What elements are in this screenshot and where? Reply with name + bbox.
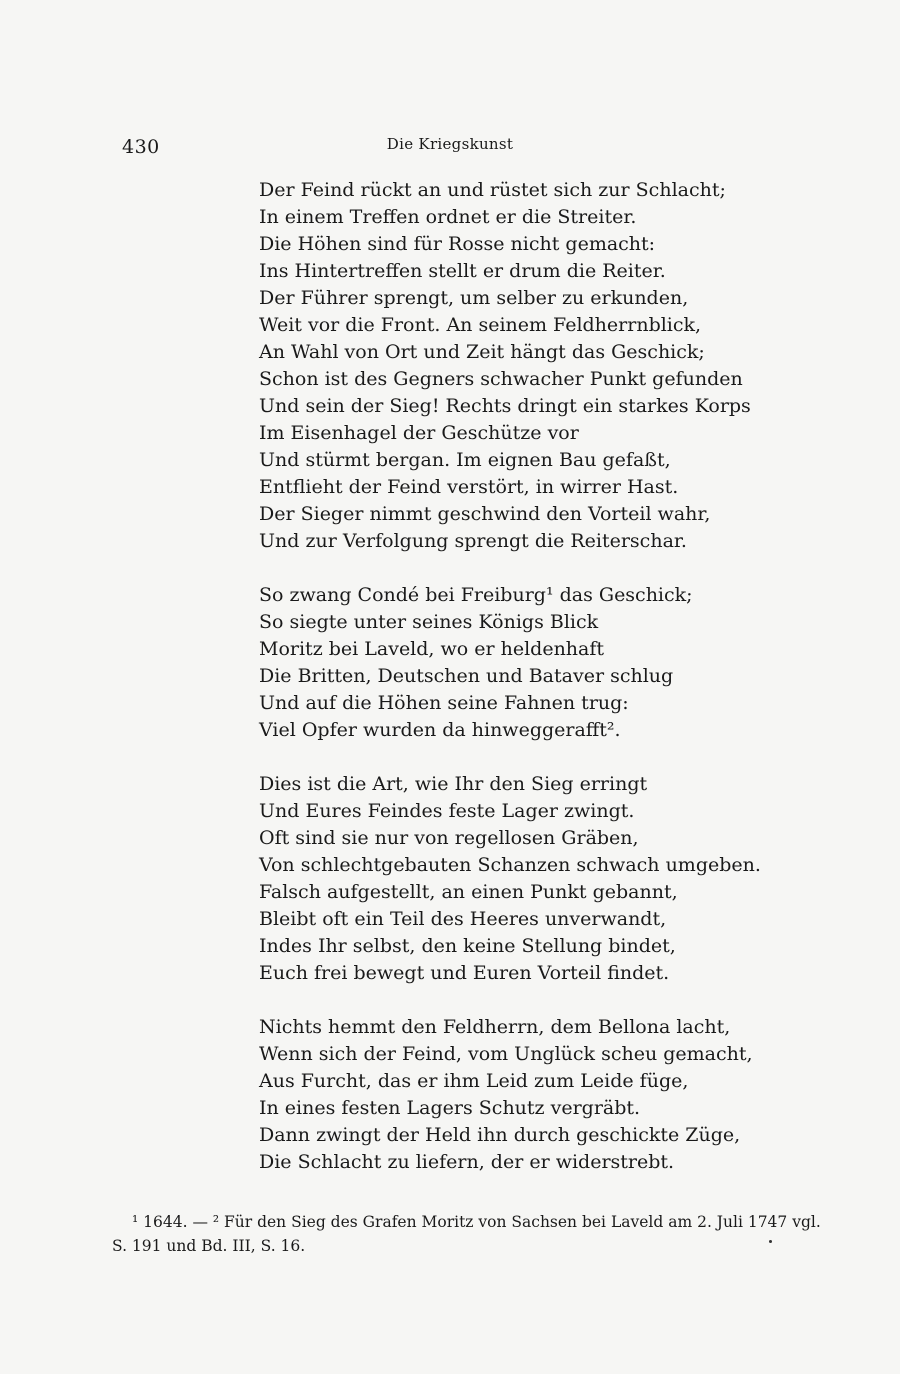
verse-line: Aus Furcht, das er ihm Leid zum Leide füge,: [259, 1070, 689, 1092]
verse-line: Und stürmt bergan. Im eignen Bau gefaßt,: [259, 449, 671, 471]
page-number: 430: [122, 136, 160, 158]
stanza-1: [259, 177, 819, 555]
verse-line: Und sein der Sieg! Rechts dringt ein starkes Korps: [259, 395, 751, 417]
verse-line: Im Eisenhagel der Geschütze vor: [259, 422, 579, 444]
verse-line: Indes Ihr selbst, den keine Stellung bindet,: [259, 935, 676, 957]
running-head: Die Kriegskunst: [386, 135, 514, 153]
verse-line: Der Führer sprengt, um selber zu erkunden,: [259, 287, 689, 309]
verse-line: Ins Hintertreffen stellt er drum die Reiter.: [259, 260, 666, 282]
verse-line: So siegte unter seines Königs Blick: [259, 611, 599, 633]
print-speck: [769, 1240, 772, 1243]
verse-line: Viel Opfer wurden da hinweggerafft².: [259, 719, 621, 741]
footnote-line: ¹ 1644. — ² Für den Sieg des Grafen Moritz von Sachsen bei Laveld am 2. Juli 1747 vgl.: [132, 1213, 821, 1231]
verse-line: Schon ist des Gegners schwacher Punkt gefunden: [259, 368, 743, 390]
verse-line: Dies ist die Art, wie Ihr den Sieg erringt: [259, 773, 648, 795]
verse-line: Moritz bei Laveld, wo er heldenhaft: [259, 638, 605, 660]
verse-line: So zwang Condé bei Freiburg¹ das Geschick;: [259, 584, 693, 606]
verse-line: Die Britten, Deutschen und Bataver schlug: [259, 665, 674, 687]
verse-line: Weit vor die Front. An seinem Feldherrnblick,: [259, 314, 702, 336]
verse-line: Bleibt oft ein Teil des Heeres unverwandt,: [259, 908, 667, 930]
verse-line: Die Schlacht zu liefern, der er widerstrebt.: [259, 1151, 675, 1173]
verse-line: Falsch aufgestellt, an einen Punkt gebannt,: [259, 881, 678, 903]
verse-line: Die Höhen sind für Rosse nicht gemacht:: [259, 233, 656, 255]
verse-line: Und auf die Höhen seine Fahnen trug:: [259, 692, 629, 714]
verse-line: Nichts hemmt den Feldherrn, dem Bellona lacht,: [259, 1016, 731, 1038]
verse-line: Wenn sich der Feind, vom Unglück scheu gemacht,: [259, 1043, 753, 1065]
verse-line: In einem Treffen ordnet er die Streiter.: [259, 206, 637, 228]
verse-line: Der Sieger nimmt geschwind den Vorteil wahr,: [259, 503, 711, 525]
stanza-2: [259, 582, 819, 744]
footnote: [112, 1210, 821, 1258]
verse-line: In eines festen Lagers Schutz vergräbt.: [259, 1097, 641, 1119]
verse-line: Und zur Verfolgung sprengt die Reiterschar.: [259, 530, 687, 552]
stanza-3: [259, 771, 819, 987]
footnote-line: S. 191 und Bd. III, S. 16.: [112, 1237, 306, 1255]
verse-line: Der Feind rückt an und rüstet sich zur Schlacht;: [259, 179, 726, 201]
stanza-4: [259, 1014, 819, 1176]
verse-line: An Wahl von Ort und Zeit hängt das Geschick;: [259, 341, 705, 363]
verse-line: Oft sind sie nur von regellosen Gräben,: [259, 827, 639, 849]
verse-line: Entflieht der Feind verstört, in wirrer Hast.: [259, 476, 679, 498]
poem: [259, 177, 819, 1176]
verse-line: Euch frei bewegt und Euren Vorteil findet.: [259, 962, 670, 984]
verse-line: Und Eures Feindes feste Lager zwingt.: [259, 800, 635, 822]
verse-line: Dann zwingt der Held ihn durch geschickte Züge,: [259, 1124, 741, 1146]
verse-line: Von schlechtgebauten Schanzen schwach umgeben.: [259, 854, 761, 876]
